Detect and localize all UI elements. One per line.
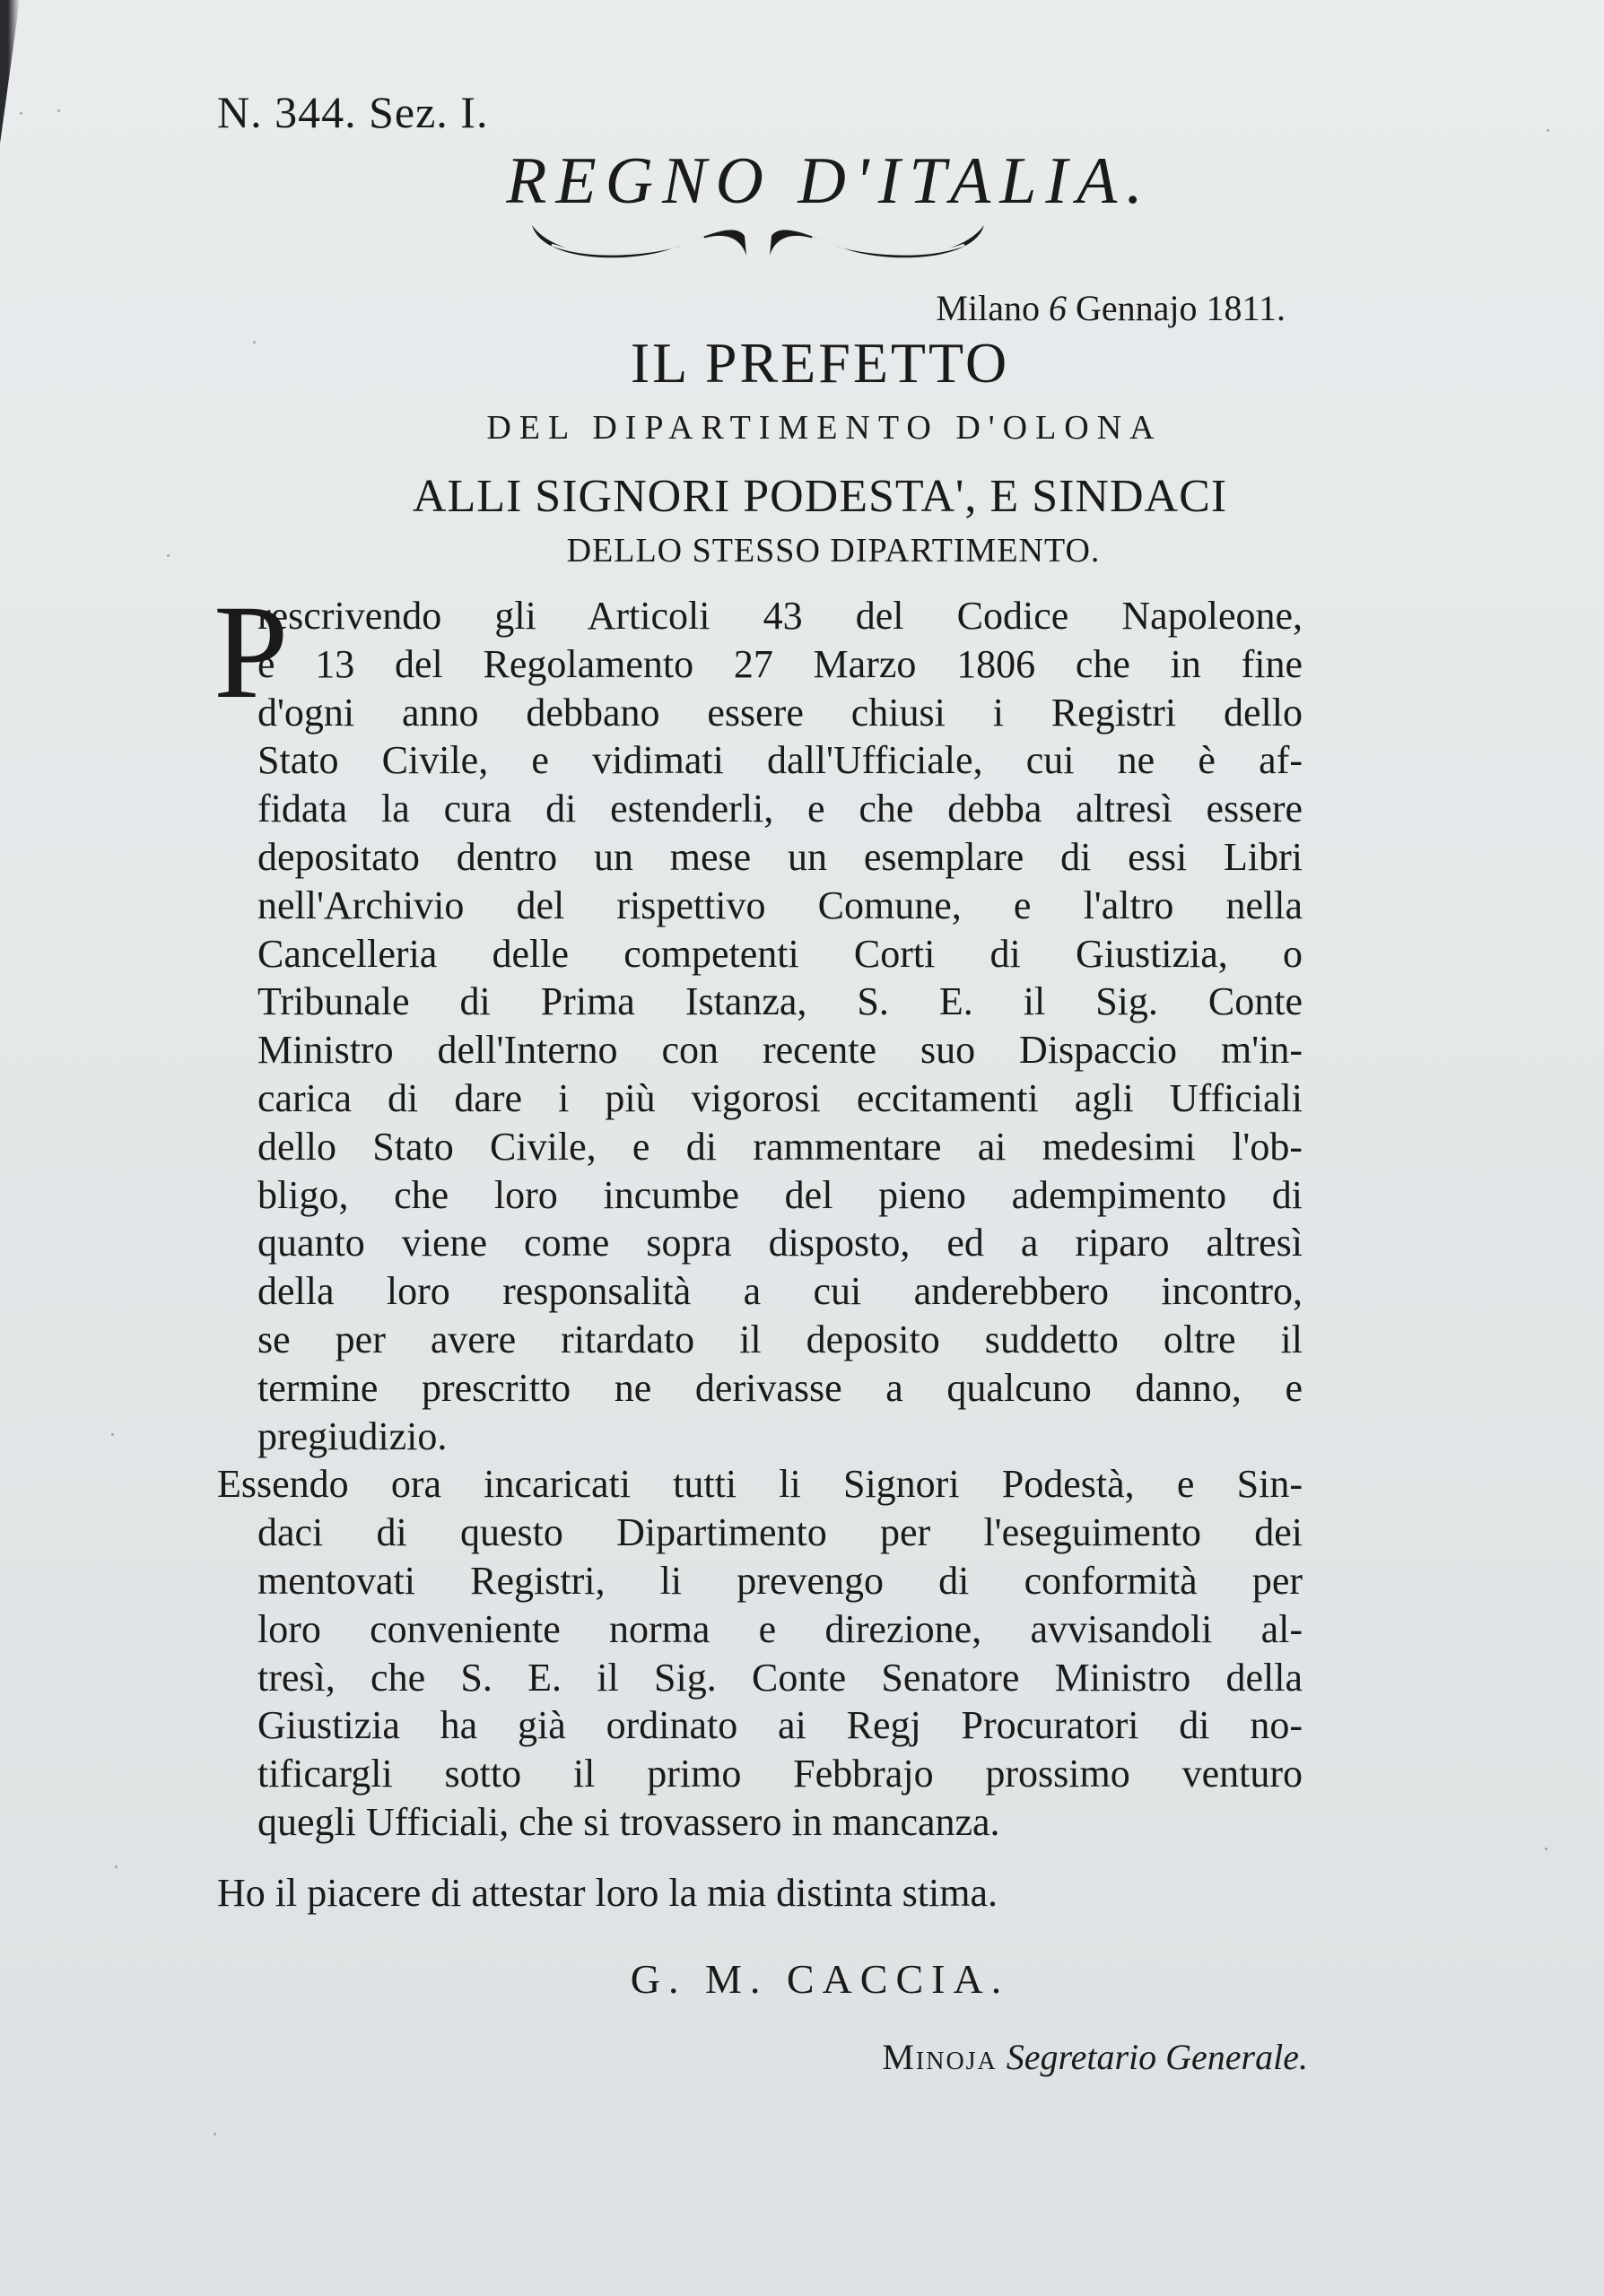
- body-line: depositato dentro un mese un esemplare di essi Libri: [257, 834, 1303, 879]
- body-line: rescrivendo gli Articoli 43 del Codice Napoleone,: [257, 594, 1303, 638]
- decree-body: [214, 578, 1303, 1847]
- body-line: quegli Ufficiali, che si trovassero in mancanza.: [257, 1799, 1000, 1844]
- body-line: Tribunale di Prima Istanza, S. E. il Sig. Conte: [257, 979, 1303, 1024]
- secretary-signature: [882, 2036, 1308, 2078]
- issuer-department: DEL DIPARTIMENTO D'OLONA: [486, 409, 1163, 447]
- document-heading: REGNO D'ITALIA.: [506, 144, 1152, 218]
- prefect-signature: G. M. CACCIA.: [630, 1956, 1010, 2002]
- body-line: fidata la cura di estenderli, e che debba altresì essere: [257, 787, 1303, 831]
- body-line: Giustizia ha già ordinato ai Regj Procuratori di no-: [257, 1703, 1303, 1748]
- paper-speck: [1547, 129, 1549, 132]
- paper-speck: [111, 1433, 114, 1436]
- body-line: tificargli sotto il primo Febbrajo prossimo venturo: [257, 1752, 1303, 1796]
- double-swash-ornament-icon: [525, 209, 991, 272]
- drop-cap: P: [214, 578, 289, 726]
- closing-salutation: Ho il piacere di attestar loro la mia distinta stima.: [217, 1871, 998, 1915]
- paper-speck: [57, 109, 60, 112]
- paragraph-1: [217, 592, 1303, 1460]
- body-line: Ministro dell'Interno con recente suo Dispaccio m'in-: [257, 1028, 1303, 1073]
- body-line: mentovati Registri, li prevengo di conformità per: [257, 1558, 1303, 1603]
- body-line: Essendo ora incaricati tutti li Signori Podestà, e Sin-: [217, 1462, 1303, 1507]
- body-line: termine prescritto ne derivasse a qualcuno danno, e: [257, 1365, 1303, 1410]
- paper-speck: [20, 112, 22, 115]
- body-line: tresì, che S. E. il Sig. Conte Senatore Ministro della: [257, 1655, 1303, 1700]
- body-line: loro conveniente norma e direzione, avvisandoli al-: [257, 1606, 1303, 1651]
- body-line: quanto viene come sopra disposto, ed a riparo altresì: [257, 1221, 1303, 1265]
- addressees-subheading: DELLO STESSO DIPARTIMENTO.: [566, 532, 1101, 570]
- body-line: nell'Archivio del rispettivo Comune, e l'altro nella: [257, 883, 1303, 927]
- body-line: Cancelleria delle competenti Corti di Giustizia, o: [257, 931, 1303, 976]
- secretary-title: Segretario Generale.: [1006, 2037, 1308, 2077]
- secretary-name: Minoja: [882, 2037, 998, 2077]
- page-corner-shadow: [0, 0, 20, 144]
- body-line: carica di dare i più vigorosi eccitamenti agli Ufficiali: [257, 1075, 1303, 1120]
- date-place: Milano: [936, 288, 1040, 328]
- body-line: pregiudizio.: [257, 1413, 448, 1458]
- paper-speck: [1545, 1848, 1547, 1850]
- paper-speck: [115, 1866, 118, 1868]
- body-line: Stato Civile, e vidimati dall'Ufficiale, cui ne è af-: [257, 738, 1303, 783]
- date-day: 6: [1048, 288, 1067, 328]
- addressees-heading: ALLI SIGNORI PODESTA', E SINDACI: [412, 471, 1228, 522]
- body-line: della loro responsalità a cui anderebbero incontro,: [257, 1269, 1303, 1314]
- body-line: se per avere ritardato il deposito suddetto oltre il: [257, 1317, 1303, 1361]
- body-line: d'ogni anno debbano essere chiusi i Registri dello: [257, 690, 1303, 735]
- date-month-year: Gennajo 1811.: [1075, 288, 1286, 328]
- body-line: daci di questo Dipartimento per l'eseguimento dei: [257, 1510, 1303, 1555]
- document-reference-number: N. 344. Sez. I.: [217, 87, 489, 137]
- issuer-title: IL PREFETTO: [630, 331, 1010, 395]
- body-line: dello Stato Civile, e di rammentare ai medesimi l'ob-: [257, 1124, 1303, 1169]
- document-date: [936, 287, 1286, 329]
- paragraph-2: [217, 1460, 1303, 1846]
- body-line: e 13 del Regolamento 27 Marzo 1806 che in fine: [257, 641, 1303, 686]
- paper-speck: [214, 2133, 216, 2135]
- body-line: bligo, che loro incumbe del pieno adempimento di: [257, 1172, 1303, 1217]
